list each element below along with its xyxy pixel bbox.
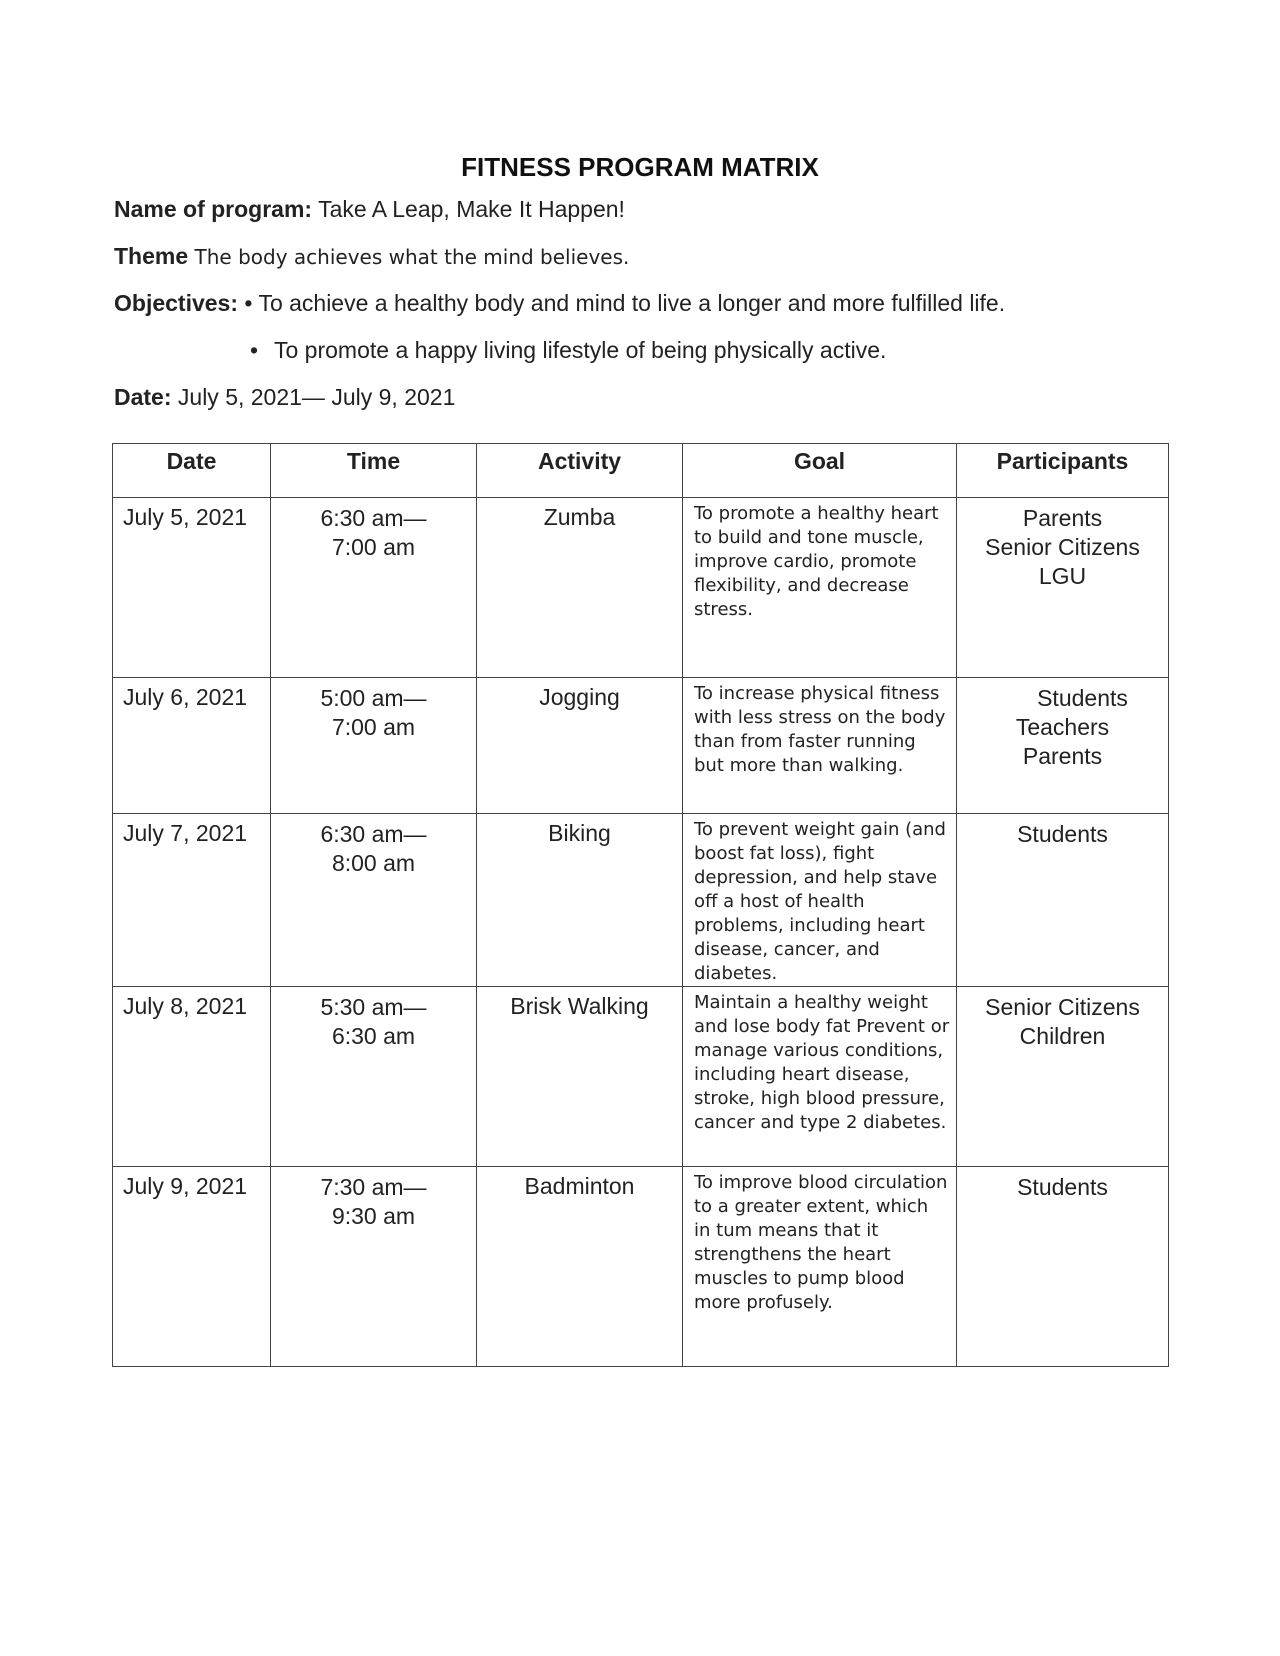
objectives-line [114, 290, 1005, 317]
cell-time: 5:30 am— 6:30 am [271, 987, 477, 1167]
table-row [113, 814, 1169, 987]
theme-value: The body achieves what the mind believes. [194, 245, 630, 269]
objective-line-2 [250, 337, 886, 364]
program-name-line [114, 196, 625, 223]
cell-participants [957, 987, 1169, 1167]
cell-goal: To promote a healthy heart to build and tone muscle, improve cardio, promote flexibility, and decrease stress. [683, 498, 957, 678]
cell-participants [957, 814, 1169, 987]
table-row [113, 987, 1169, 1167]
date-label: Date: [114, 384, 172, 410]
cell-date: July 6, 2021 [113, 678, 271, 814]
participant: Students [1037, 685, 1128, 711]
objective-1: To achieve a healthy body and mind to live a longer and more fulfilled life. [258, 290, 1006, 316]
header-participants: Participants [957, 444, 1169, 498]
cell-date: July 8, 2021 [113, 987, 271, 1167]
cell-activity: Jogging [477, 678, 683, 814]
cell-activity: Badminton [477, 1167, 683, 1367]
participant: Students [1017, 821, 1108, 847]
page-title: FITNESS PROGRAM MATRIX [461, 152, 819, 182]
theme-line [114, 243, 629, 270]
participant: LGU [1038, 563, 1087, 589]
program-name-value: Take A Leap, Make It Happen! [318, 196, 625, 222]
cell-activity: Brisk Walking [477, 987, 683, 1167]
cell-goal: Maintain a healthy weight and lose body fat Prevent or manage various conditions, including heart disease, stroke, high blood pressure, cancer and type 2 diabetes. [683, 987, 957, 1167]
program-name-label: Name of program: [114, 196, 313, 222]
cell-participants [957, 678, 1169, 814]
cell-goal: To improve blood circulation to a greater extent, which in tum means that it strengthens the heart muscles to pump blood more profusely. [683, 1167, 957, 1367]
participant: Parents [1022, 743, 1103, 769]
header-goal: Goal [683, 444, 957, 498]
cell-time: 6:30 am— 7:00 am [271, 498, 477, 678]
cell-goal: To prevent weight gain (and boost fat loss), fight depression, and help stave off a host of health problems, including heart disease, cancer, and diabetes. [683, 814, 957, 987]
cell-date: July 9, 2021 [113, 1167, 271, 1367]
participant: Students [1017, 1174, 1108, 1200]
table-row [113, 1167, 1169, 1367]
objective-bullet-2: • [250, 337, 259, 363]
participant: Parents [1022, 505, 1103, 531]
cell-activity: Zumba [477, 498, 683, 678]
objectives-label: Objectives: [114, 290, 238, 316]
cell-time: 5:00 am— 7:00 am [271, 678, 477, 814]
cell-date: July 5, 2021 [113, 498, 271, 678]
objective-2: To promote a happy living lifestyle of being physically active. [274, 337, 887, 363]
fitness-matrix-table [112, 443, 1169, 1367]
table-row [113, 498, 1169, 678]
header-date: Date [113, 444, 271, 498]
cell-time: 7:30 am— 9:30 am [271, 1167, 477, 1367]
cell-participants [957, 1167, 1169, 1367]
table-row [113, 678, 1169, 814]
participant: Teachers [1015, 714, 1110, 740]
header-activity: Activity [477, 444, 683, 498]
date-line [114, 384, 455, 411]
objective-bullet-1: • [244, 290, 253, 316]
cell-goal: To increase physical fitness with less stress on the body than from faster running but more than walking. [683, 678, 957, 814]
cell-date: July 7, 2021 [113, 814, 271, 987]
date-value: July 5, 2021— July 9, 2021 [177, 384, 456, 410]
participant: Senior Citizens [985, 534, 1140, 560]
table-header-row [113, 444, 1169, 498]
cell-time: 6:30 am— 8:00 am [271, 814, 477, 987]
participant: Children [1019, 1023, 1106, 1049]
cell-activity: Biking [477, 814, 683, 987]
participant: Senior Citizens [985, 994, 1140, 1020]
theme-label: Theme [114, 243, 189, 269]
cell-participants [957, 498, 1169, 678]
header-time: Time [271, 444, 477, 498]
